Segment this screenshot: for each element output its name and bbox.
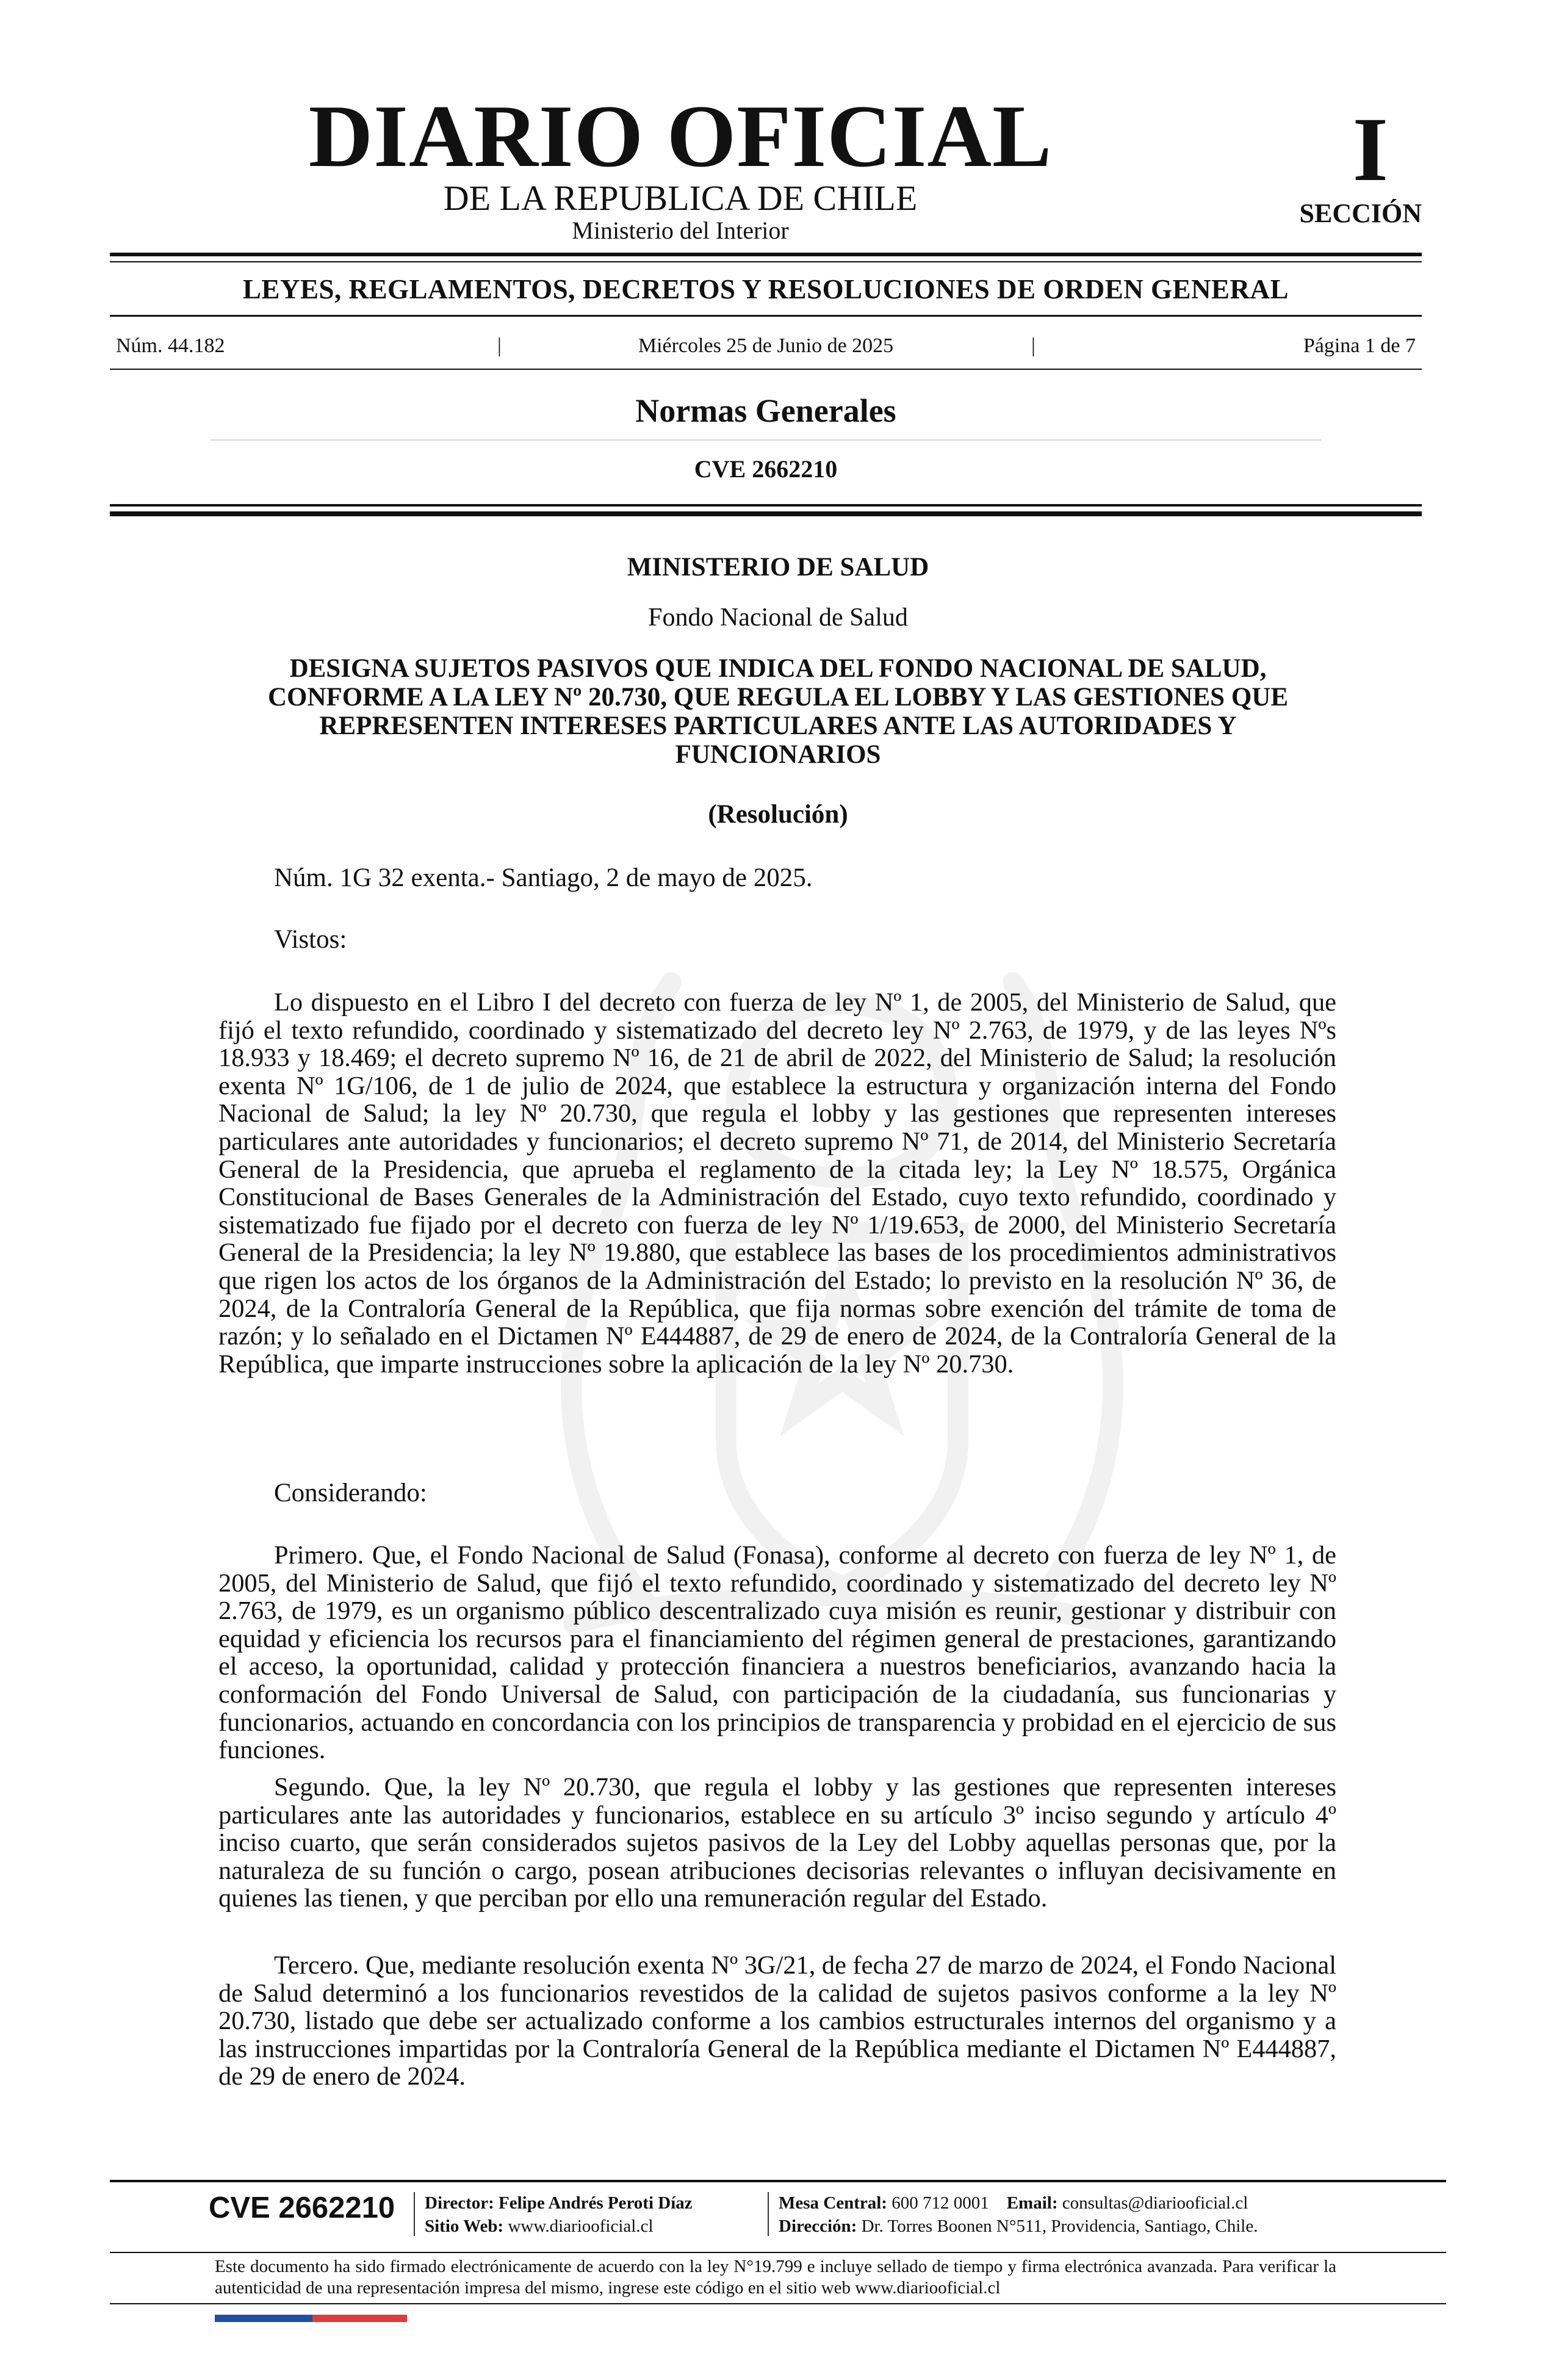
footer-rule-bottom [110,2303,1446,2304]
flag-stripe-red [312,2315,407,2322]
page-indicator: Página 1 de 7 [1303,334,1416,357]
website-label: Sitio Web: [425,2216,504,2236]
issue-number: Núm. 44.182 [116,334,225,357]
email-label: Email: [1006,2193,1058,2213]
footer-separator [768,2192,769,2236]
footer-rule-top [110,2180,1446,2182]
vistos-label: Vistos: [274,925,347,954]
category-banner: LEYES, REGLAMENTOS, DECRETOS Y RESOLUCIONES DE ORDEN GENERAL [242,274,1289,305]
primero-paragraph: Primero. Que, el Fondo Nacional de Salud (Fonasa), conforme al decreto con fuerza de ley Nº 1, de 2005, del Ministerio de Salud, que fijó el texto refundido, coordinado y sistematizado del decreto ley Nº 2.763, de 1979, es un organismo público descentralizado cuya misión es reunir, gestionar y distribuir con equidad y eficiencia los recursos para el financiamiento del régimen general de prestaciones, garantizando el acceso, la oportunidad, calidad y protección financiera a nuestros beneficiarios, avanzando hacia la conformación del Fondo Universal de Salud, con participación de la ciudadanía, sus funcionarias y funcionarios, actuando en concordancia con los principios de transparencia y probidad en el ejercicio de sus funciones. [218,1541,1336,1765]
address-text: Dr. Torres Boonen N°511, Providencia, Santiago, Chile. [861,2216,1258,2236]
section-rule-thick [110,511,1422,516]
footer-separator [414,2192,415,2236]
mesa-phone: 600 712 0001 [891,2193,989,2213]
masthead [110,87,1422,250]
section-rule-thin [110,504,1422,507]
tercero-paragraph: Tercero. Que, mediante resolución exenta Nº 3G/21, de fecha 27 de marzo de 2024, el Fondo Nacional de Salud determinó a los funcionarios revestidos de la calidad de sujetos pasivos conforme a la ley Nº 20.730, listado que debe ser actualizado conforme a los cambios estructurales internos del organismo y a las instrucciones impartidas por la Contraloría General de la República mediante el Dictamen Nº E444887, de 29 de enero de 2024. [218,1951,1336,2091]
document-heading: DESIGNA SUJETOS PASIVOS QUE INDICA DEL FONDO NACIONAL DE SALUD, CONFORME A LA LEY Nº 20.730, QUE REGULA EL LOBBY Y LAS GESTIONES QUE REPRESENTEN INTERESES PARTICULARES ANTE LAS AUTORIDADES Y FUNCIONARIOS [267,654,1289,769]
cve-code: CVE 2662210 [694,455,838,483]
resolution-number: Núm. 1G 32 exenta.- Santiago, 2 de mayo de 2025. [274,864,813,892]
footer-cve-code: CVE 2662210 [209,2191,395,2224]
masthead-rule-thin [110,261,1422,262]
issue-date: Miércoles 25 de Junio de 2025 [638,334,894,357]
issuing-agency: Fondo Nacional de Salud [648,604,908,632]
considerando-label: Considerando: [274,1479,427,1507]
section-divider [211,439,1321,441]
vistos-paragraph: Lo dispuesto en el Libro I del decreto con fuerza de ley Nº 1, de 2005, del Ministerio de Salud, que fijó el texto refundido, coordinado y sistematizado del decreto ley Nº 2.763, de 1979, y de las leyes Nºs 18.933 y 18.469; el decreto supremo Nº 16, de 21 de abril de 2022, del Ministerio de Salud; la resolución exenta Nº 1G/106, de 1 de julio de 2024, que establece la estructura y organización interna del Fondo Nacional de Salud; la ley Nº 20.730, que regula el lobby y las gestiones que representen intereses particulares ante autoridades y funcionarios; el decreto supremo Nº 71, de 2014, del Ministerio Secretaría General de la Presidencia, que aprueba el reglamento de la citada ley; la Ley Nº 18.575, Orgánica Constitucional de Bases Generales de la Administración del Estado, cuyo texto refundido, coordinado y sistematizado fue fijado por el decreto con fuerza de ley Nº 1/19.653, de 2000, del Ministerio Secretaría General de la Presidencia; la ley Nº 19.880, que establece las bases de los procedimientos administrativos que rigen los actos de los órganos de la Administración del Estado; lo previsto en la resolución Nº 36, de 2024, de la Contraloría General de la República, que fija normas sobre exención del trámite de toma de razón; y lo señalado en el Dictamen Nº E444887, de 29 de enero de 2024, de la Contraloría General de la República, que imparte instrucciones sobre la aplicación de la ley Nº 20.730. [218,988,1336,1379]
director-label: Director: [425,2193,494,2213]
newspaper-ministry: Ministerio del Interior [572,217,789,244]
newspaper-title: DIARIO OFICIAL [308,87,1053,186]
director-name: Felipe Andrés Peroti Díaz [499,2193,693,2213]
info-separator: | [497,334,502,357]
section-title: Normas Generales [635,392,896,429]
signature-note: Este documento ha sido firmado electrónicamente de acuerdo con la ley N°19.799 e incluye sellado de tiempo y firma electrónica avanzada. Para verificar la autenticidad de una representación impresa del mismo, ingrese este código en el sitio web www.diariooficial.cl [215,2257,1336,2298]
section-numeral: I [1352,99,1388,200]
issue-info-bar [110,334,1422,365]
section-label: SECCIÓN [1299,198,1422,228]
newspaper-subtitle: DE LA REPUBLICA DE CHILE [443,178,918,218]
email-link[interactable]: consultas@diariooficial.cl [1062,2193,1248,2213]
flag-stripe-blue [215,2315,312,2322]
footer-contact-left [425,2191,693,2238]
document-type: (Resolución) [708,800,848,829]
issuing-ministry: MINISTERIO DE SALUD [627,553,929,582]
mesa-label: Mesa Central: [779,2193,887,2213]
footer-contact-right [779,2191,1258,2238]
footer-rule-middle [110,2252,1446,2253]
masthead-rule [110,253,1422,256]
website-link[interactable]: www.diariooficial.cl [508,2216,654,2236]
address-label: Dirección: [779,2216,857,2236]
segundo-paragraph: Segundo. Que, la ley Nº 20.730, que regula el lobby y las gestiones que representen intereses particulares ante las autoridades y funcionarios, establece en su artículo 3º inciso segundo y artículo 4º inciso cuarto, que serán considerados sujetos pasivos de la Ley del Lobby aquellas personas que, por la naturaleza de su función o cargo, posean atribuciones decisorias relevantes o influyan decisivamente en quienes las tienen, y que perciban por ello una remuneración regular del Estado. [218,1773,1336,1913]
category-rule [110,315,1422,317]
info-rule [110,369,1422,370]
info-separator: | [1031,334,1036,357]
